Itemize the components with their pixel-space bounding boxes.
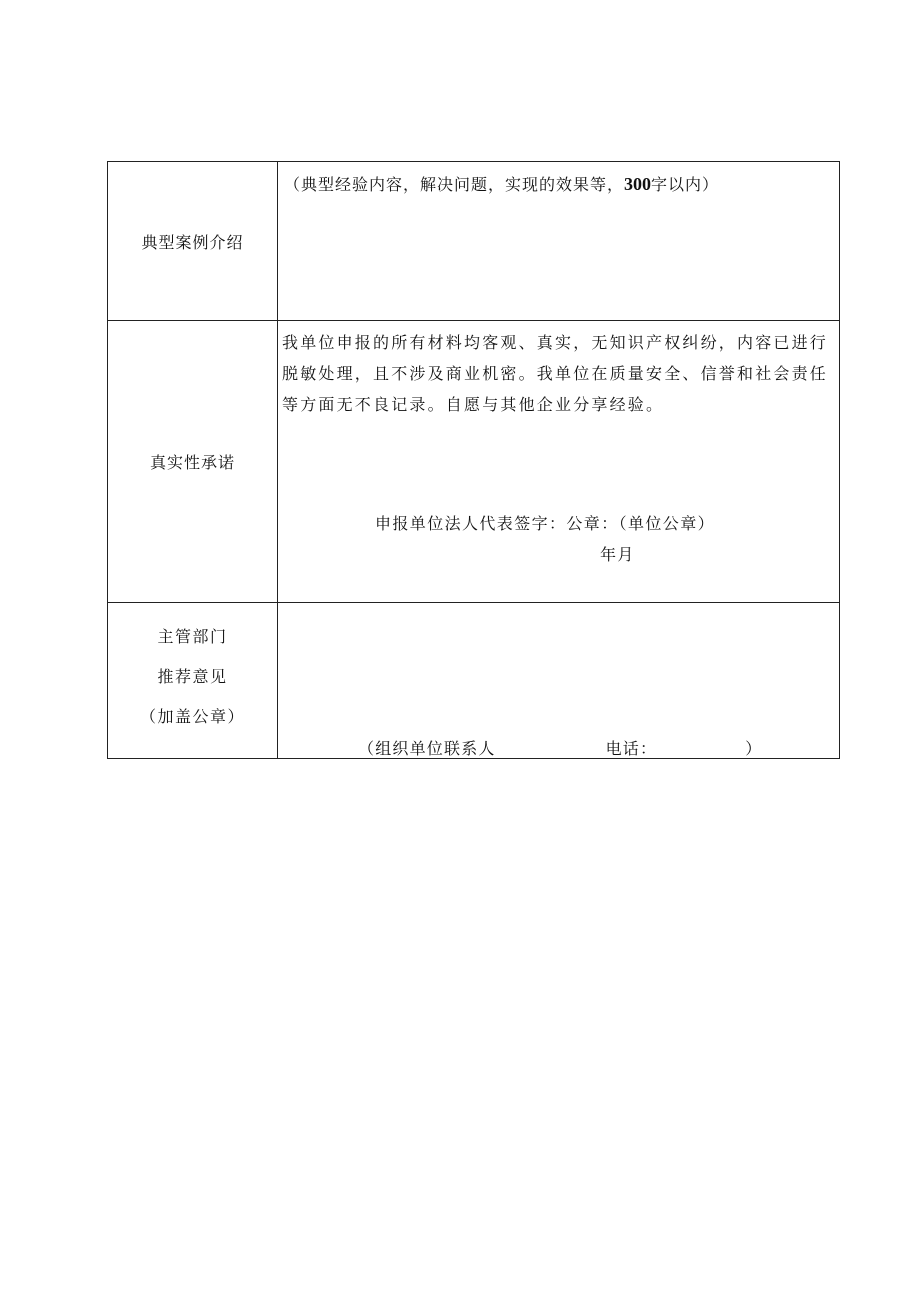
- case-hint: [284, 172, 719, 195]
- case-hint-number: 300: [624, 174, 652, 194]
- pledge-line-1: 我单位申报的所有材料均客观、真实，无知识产权纠纷，内容已进行: [282, 333, 829, 352]
- pledge-line-2: 脱敏处理，且不涉及商业机密。我单位在质量安全、信誉和社会责任: [282, 364, 829, 383]
- recommendation-content-cell[interactable]: [278, 603, 840, 759]
- case-hint-prefix: （典型经验内容，解决问题，实现的效果等，: [284, 175, 625, 194]
- contact-close-paren: ）: [745, 739, 763, 758]
- case-label: 典型案例介绍: [108, 162, 278, 321]
- pledge-line-3: 等方面无不良记录。自愿与其他企业分享经验。: [282, 395, 665, 414]
- case-content-cell[interactable]: [278, 162, 840, 321]
- pledge-text: [282, 327, 835, 420]
- recommendation-label: [108, 617, 277, 737]
- recommendation-label-line-2: 推荐意见: [157, 667, 228, 686]
- recommendation-row: [108, 603, 840, 759]
- contact-person-label: （组织单位联系人: [358, 739, 496, 758]
- case-hint-suffix: 字以内）: [651, 175, 720, 194]
- signature-line[interactable]: 申报单位法人代表签字：公章：（单位公章）: [375, 514, 716, 533]
- case-row: [108, 162, 840, 321]
- application-form-table: [107, 161, 840, 759]
- date-line[interactable]: 年月: [600, 545, 635, 564]
- pledge-label: 真实性承诺: [108, 321, 278, 603]
- recommendation-label-line-3: （加盖公章）: [139, 707, 245, 726]
- pledge-content-cell: [278, 321, 840, 603]
- recommendation-label-line-1: 主管部门: [157, 627, 228, 646]
- recommendation-label-cell: [108, 603, 278, 759]
- phone-label: 电话：: [605, 739, 650, 758]
- contact-line: [358, 736, 762, 759]
- pledge-row: [108, 321, 840, 603]
